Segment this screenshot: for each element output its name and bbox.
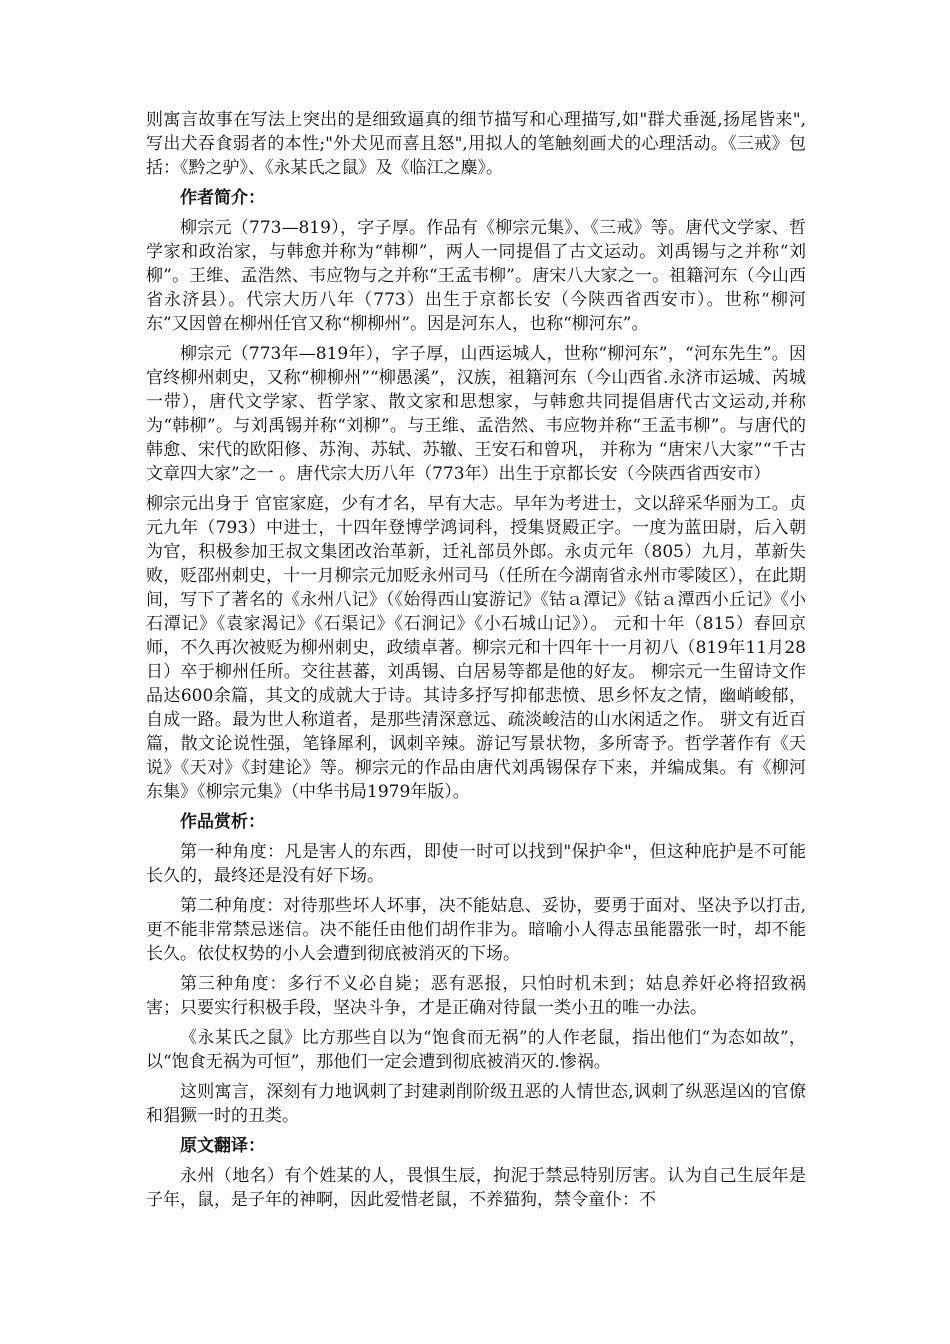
appreciation-paragraph-5: 这则寓言，深刻有力地讽刺了封建剥削阶级丑恶的人情世态,讽刺了纵恶逞凶的官僚和猖獗一时的丑类。 (146, 1082, 806, 1126)
heading-author-intro: 作者简介： (180, 188, 265, 208)
author-paragraph-2: 柳宗元（773年—819年），字子厚，山西运城人，世称“柳河东”，“河东先生”。因官终柳州刺史，又称“柳柳州”“柳愚溪”，汉族，祖籍河东（今山西省.永济市运城、芮城一带），唐代文学家、哲学家、散文家和思想家，与韩愈共同提倡唐代古文运动,并称为“韩柳”。与刘禹锡并称“刘柳”。与王维、孟浩然、韦应物并称“王孟韦柳”。与唐代的韩愈、宋代的欧阳修、苏洵、苏轼、苏辙、王安石和曾巩， 并称为 “唐宋八大家”“千古文章四大家”之一 。唐代宗大历八年（773年）出生于京都长安（今陕西省西安市） (146, 344, 806, 484)
heading-translation: 原文翻译： (180, 1136, 265, 1156)
heading-appreciation: 作品赏析： (180, 812, 265, 832)
appreciation-paragraph-4: 《永某氏之鼠》比方那些自以为“饱食而无祸”的人作老鼠，指出他们“为态如故”，以“饱食无祸为可恒”，那他们一定会遭到彻底被消灭的.惨祸。 (146, 1028, 806, 1072)
translation-paragraph-1: 永州（地名）有个姓某的人，畏惧生辰，拘泥于禁忌特别厉害。认为自己生辰年是子年，鼠，是子年的神啊，因此爱惜老鼠，不养猫狗，禁令童仆：不 (146, 1166, 806, 1210)
appreciation-paragraph-3: 第三种角度：多行不义必自毙；恶有恶报，只怕时机未到；姑息养奸必将招致祸害；只要实行积极手段，坚决斗争，才是正确对待鼠一类小丑的唯一办法。 (146, 974, 806, 1018)
author-paragraph-1: 柳宗元（773—819），字子厚。作品有《柳宗元集》、《三戒》等。唐代文学家、哲学家和政治家，与韩愈并称为“韩柳”，两人一同提倡了古文运动。刘禹锡与之并称“刘柳”。王维、孟浩然、韦应物与之并称“王孟韦柳”。唐宋八大家之一。祖籍河东（今山西省永济县）。代宗大历八年（773）出生于京都长安（今陕西省西安市）。世称“柳河东”又因曾在柳州任官又称“柳柳州”。因是河东人，也称“柳河东”。 (146, 218, 806, 334)
author-paragraph-3: 柳宗元出身于 官宦家庭，少有才名，早有大志。早年为考进士，文以辞采华丽为工。贞元九年（793）中进士，十四年登博学鸿词科，授集贤殿正字。一度为蓝田尉，后入朝为官，积极参加王叔文集团改治革新，迁礼部员外郎。永贞元年（805）九月，革新失败，贬邵州刺史，十一月柳宗元加贬永州司马（任所在今湖南省永州市零陵区），在此期间，写下了著名的《永州八记》（《始得西山宴游记》《钴ａ潭记》《钴ａ潭西小丘记》《小石潭记》《袁家渴记》《石渠记》《石涧记》《小石城山记》）。 元和十年（815）春回京师，不久再次被贬为柳州刺史，政绩卓著。柳宗元和十四年十一月初八（819年11月28日）卒于柳州任所。交往甚蕃，刘禹锡、白居易等都是他的好友。 柳宗元一生留诗文作品达600余篇，其文的成就大于诗。其诗多抒写抑郁悲愤、思乡怀友之情，幽峭峻郁，自成一路。最为世人称道者，是那些清深意远、疏淡峻洁的山水闲适之作。 骈文有近百篇，散文论说性强，笔锋犀利，讽刺辛辣。游记写景状物，多所寄予。哲学著作有《天说》《天对》《封建论》等。柳宗元的作品由唐代刘禹锡保存下来，并编成集。有《柳河东集》《柳宗元集》（中华书局1979年版）。 (146, 494, 806, 802)
intro-paragraph: 则寓言故事在写法上突出的是细致逼真的细节描写和心理描写,如"群犬垂涎,扬尾皆来",写出犬吞食弱者的本性;"外犬见而喜且怒",用拟人的笔触刻画犬的心理活动。《三戒》包括：《黔之驴》、《永某氏之鼠》及《临江之麋》。 (146, 110, 806, 178)
document-page (146, 108, 806, 1218)
appreciation-paragraph-1: 第一种角度：凡是害人的东西，即使一时可以找到"保护伞"，但这种庇护是不可能长久的，最终还是没有好下场。 (146, 842, 806, 886)
appreciation-paragraph-2: 第二种角度：对待那些坏人坏事，决不能姑息、妥协，要勇于面对、坚决予以打击,更不能非常禁忌迷信。决不能任由他们胡作非为。暗喻小人得志虽能嚣张一时，却不能长久。依仗权势的小人会遭到彻底被消灭的下场。 (146, 896, 806, 964)
